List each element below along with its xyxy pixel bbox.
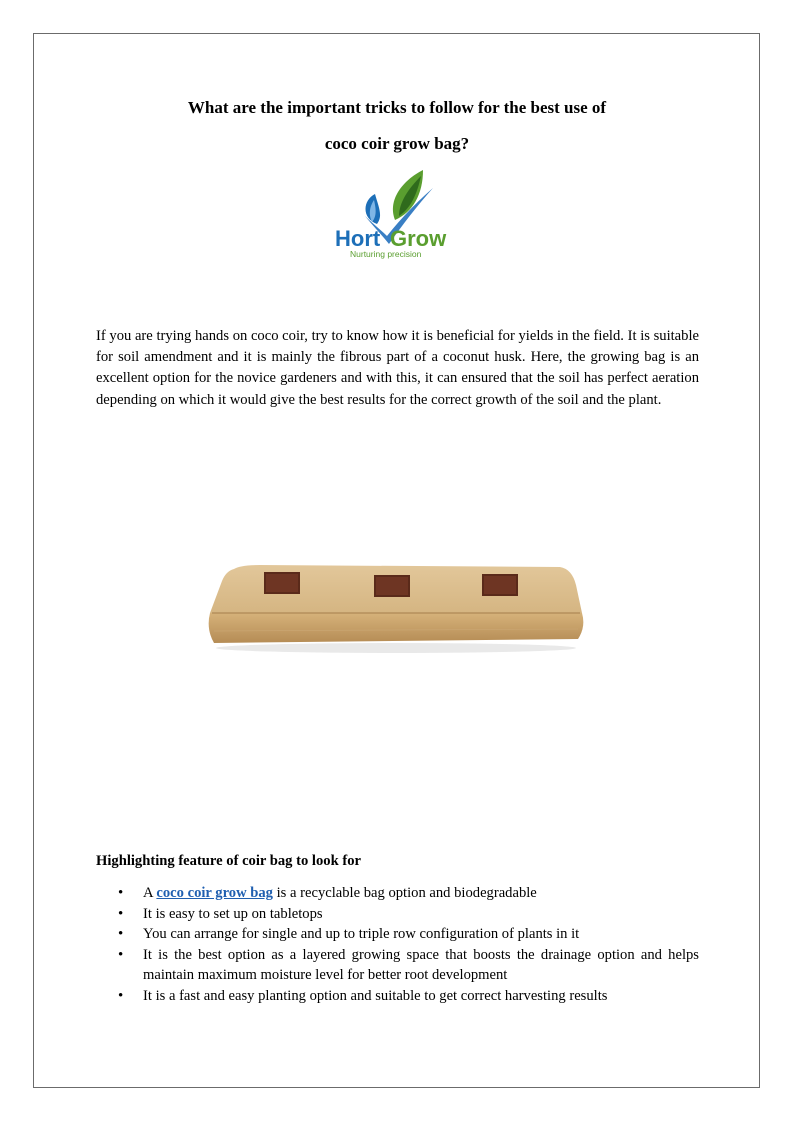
hortgrow-logo: [325, 164, 465, 264]
list-item: • It is easy to set up on tabletops: [96, 904, 699, 925]
list-item: • It is a fast and easy planting option and suitable to get correct harvesting results: [96, 986, 699, 1007]
intro-paragraph: If you are trying hands on coco coir, try to know how it is beneficial for yields in the field. It is suitable for soil amendment and it is mainly the fibrous part of a coconut husk. Here, the growing bag is an excellent option for the novice gardeners and with this, it can ensured that the soil has perfect aeration depending on which it would give the best results for the correct growth of the soil and the plant.: [96, 328, 699, 408]
features-heading: Highlighting feature of coir bag to look for: [96, 853, 361, 869]
coco-coir-grow-bag-link[interactable]: coco coir grow bag: [156, 885, 273, 901]
document-title-line-2: coco coir grow bag?: [324, 134, 470, 153]
features-list: [96, 883, 699, 1007]
logo-tagline: Nurturing precision: [350, 249, 422, 259]
list-item: • It is the best option as a layered growing space that boosts the drainage option and helps maintain maximum moisture level for better root development: [96, 945, 699, 986]
list-item: • You can arrange for single and up to triple row configuration of plants in it: [96, 924, 699, 945]
logo-text-hort: Hort: [335, 226, 381, 251]
list-item: • A coco coir grow bag is a recyclable bag option and biodegradable: [96, 883, 699, 904]
document-title-line-1: What are the important tricks to follow for the best use of: [187, 98, 607, 117]
logo-text-grow: Grow: [390, 226, 447, 251]
coco-coir-grow-bag-image: [200, 555, 592, 655]
